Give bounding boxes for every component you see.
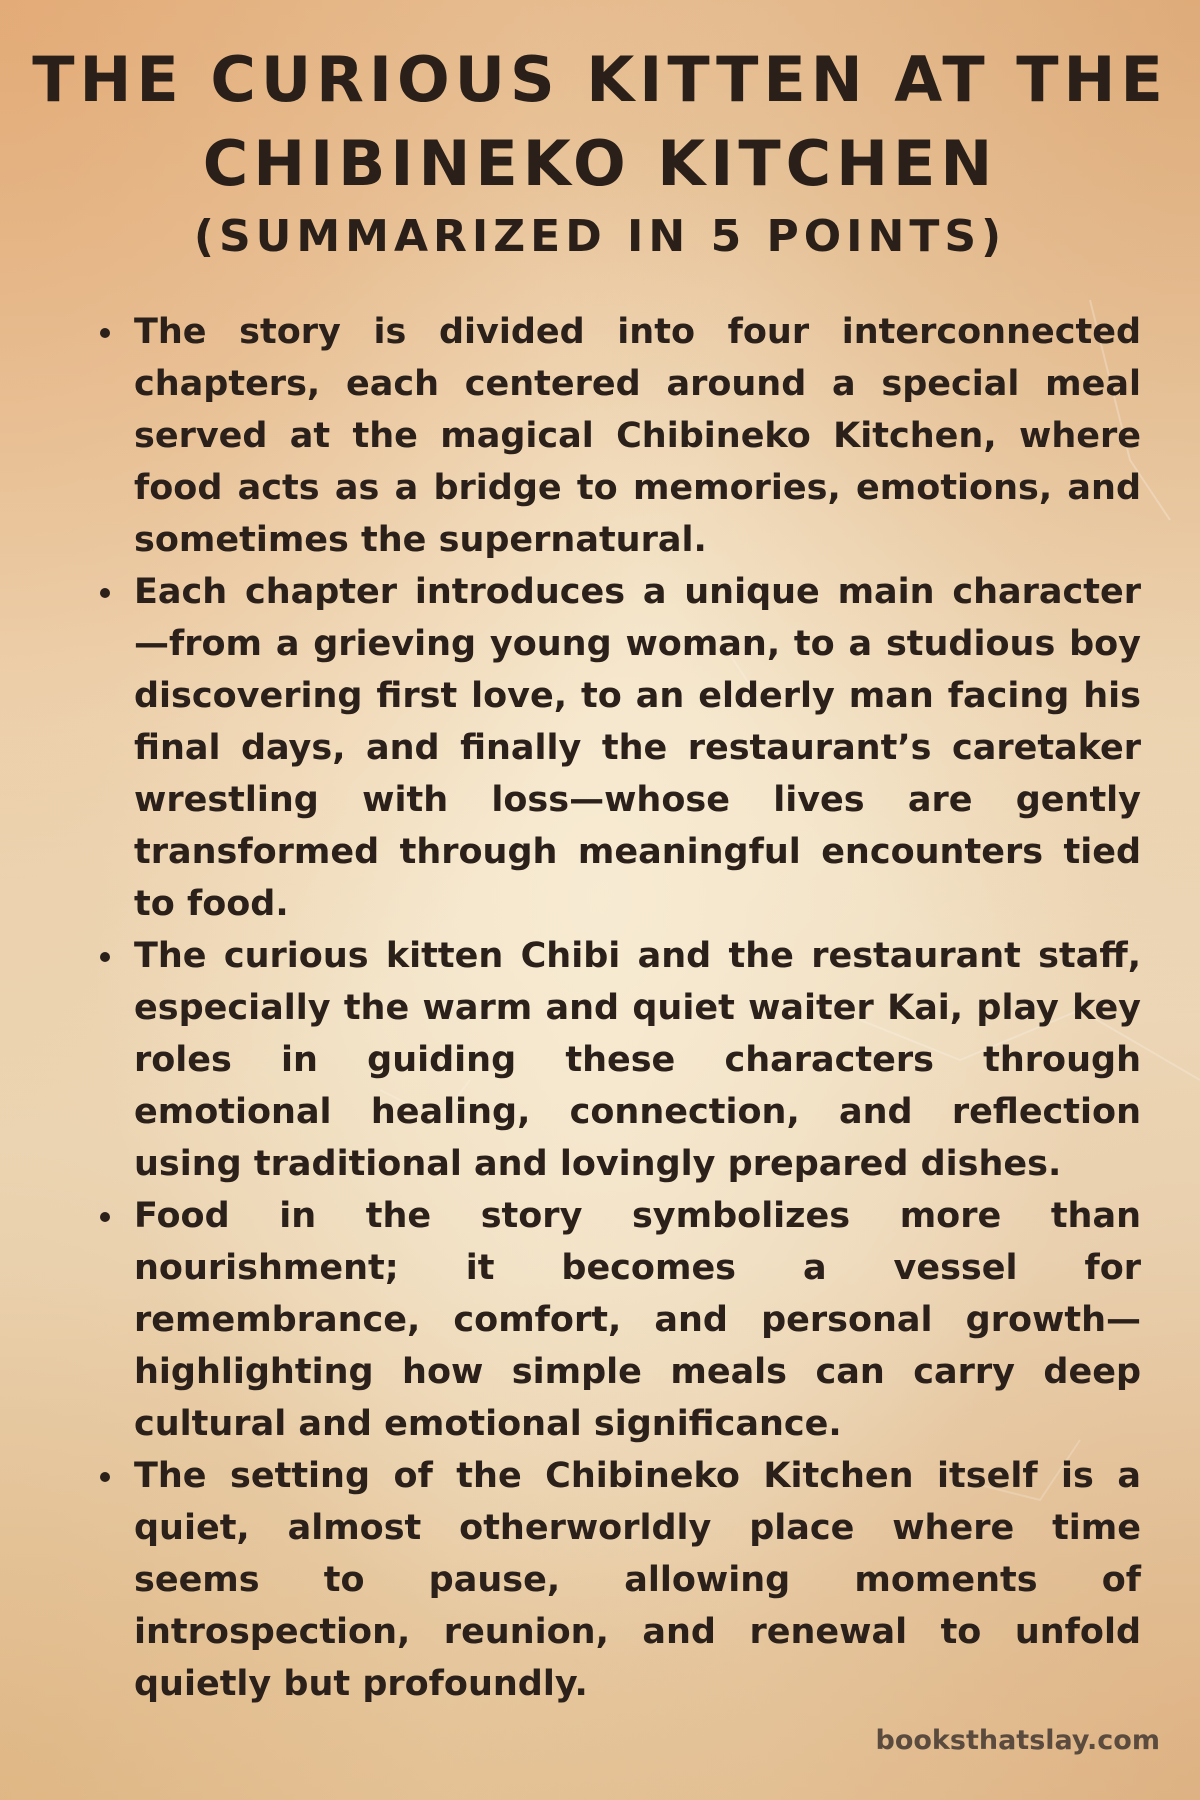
summary-point: [95, 930, 1141, 1190]
title-block: [0, 38, 1200, 268]
summary-point: [95, 1450, 1141, 1710]
bullet-icon: [100, 588, 110, 598]
summary-point-text: The curious kitten Chibi and the restaurant staff, especially the warm and quiet waiter Kai, play key roles in guiding these characters through emotional healing, connection, and reflection using traditional and lovingly prepared dishes.: [134, 936, 1141, 1184]
summary-point-text: The story is divided into four interconnected chapters, each centered around a special meal served at the magical Chibineko Kitchen, where food acts as a bridge to memories, emotions, and sometimes the supernatural.: [134, 312, 1141, 560]
bullet-icon: [100, 1212, 110, 1222]
page-subtitle: (SUMMARIZED IN 5 POINTS): [193, 211, 1007, 262]
page-title-line-1: THE CURIOUS KITTEN AT THE: [32, 43, 1168, 116]
page-title-line-2: CHIBINEKO KITCHEN: [202, 127, 998, 200]
bullet-icon: [100, 328, 110, 338]
summary-point: [95, 566, 1141, 930]
summary-points-list: [95, 306, 1141, 1710]
summary-point: [95, 1190, 1141, 1450]
summary-point-text: The setting of the Chibineko Kitchen itself is a quiet, almost otherworldly place where time seems to pause, allowing moments of introspection, reunion, and renewal to unfold quietly but profoundly.: [134, 1456, 1141, 1704]
summary-point-text: Each chapter introduces a unique main character—from a grieving young woman, to a studious boy discovering first love, to an elderly man facing his final days, and finally the restaurant’s caretaker wrestling with loss—whose lives are gently transformed through meaningful encounters tied to food.: [134, 572, 1141, 924]
summary-point-text: Food in the story symbolizes more than nourishment; it becomes a vessel for remembrance, comfort, and personal growth—highlighting how simple meals can carry deep cultural and emotional significance.: [134, 1196, 1141, 1444]
site-watermark: booksthatslay.com: [875, 1725, 1160, 1756]
bullet-icon: [100, 1472, 110, 1482]
summary-point: [95, 306, 1141, 566]
bullet-icon: [100, 952, 110, 962]
